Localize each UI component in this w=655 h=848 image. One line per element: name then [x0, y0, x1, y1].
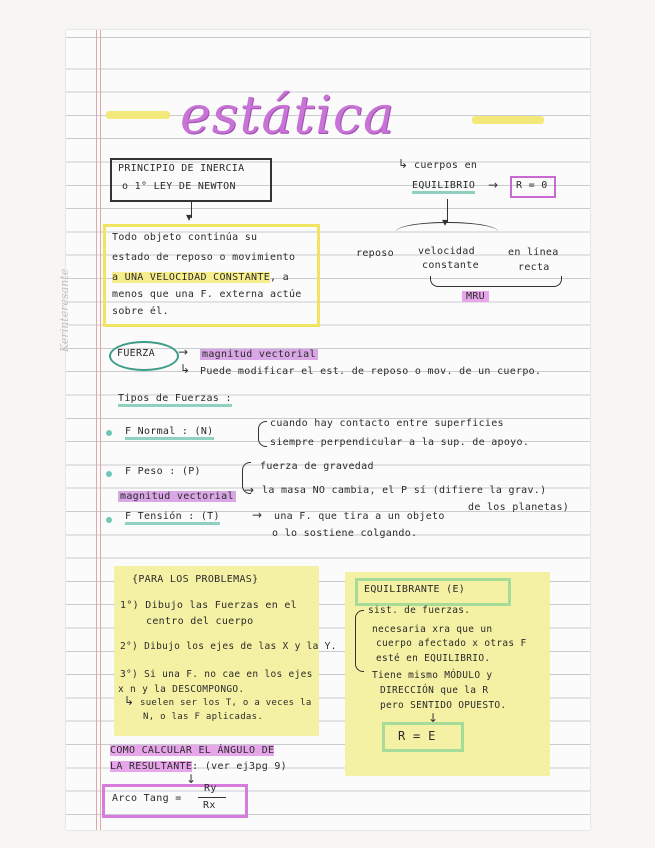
problemas-step: N, o las F aplicadas. — [143, 712, 264, 722]
peso-desc: la masa NO cambia, el P sí (difiere la grav.) — [262, 485, 547, 496]
arrow-down-icon: ▾ — [442, 215, 449, 229]
tipo-peso: F Peso : (P) — [125, 466, 201, 477]
title-underline-left — [106, 111, 170, 119]
fraction-denominator: Rx — [203, 800, 216, 811]
fuerza-label: FUERZA — [117, 348, 155, 359]
equilibrium-word: EQUILIBRIO — [412, 180, 475, 194]
arrow-down-icon: ↓ — [186, 772, 197, 786]
equilibrante-line: necesaria xra que un — [372, 624, 493, 635]
branch-arc — [396, 222, 498, 241]
tipo-tension: F Tensión : (T) — [125, 511, 220, 525]
bullet-dot — [106, 517, 112, 523]
margin-line — [96, 30, 97, 830]
angulo-ref: : (ver ej3pg 9) — [192, 761, 287, 772]
inertia-heading-line2: o 1° LEY DE NEWTON — [122, 181, 236, 192]
margin-line — [100, 30, 101, 830]
equilibrante-line: cuerpo afectado x otras F — [376, 638, 527, 649]
equilibrante-line: Tiene mismo MÓDULO y — [372, 670, 493, 681]
arrow-right-icon: → — [252, 508, 263, 522]
problemas-step: centro del cuerpo — [146, 616, 254, 627]
equilibrium-velocidad: velocidad — [418, 246, 475, 257]
arco-tang-label: Arco Tang = — [112, 793, 182, 804]
tipos-heading: Tipos de Fuerzas : — [118, 393, 232, 407]
problemas-step: 1°) Dibujo las Fuerzas en el — [120, 600, 297, 611]
peso-desc: de los planetas) — [468, 502, 570, 513]
inertia-text-line: Todo objeto continúa su — [112, 232, 258, 243]
tension-desc: una F. que tira a un objeto — [274, 511, 445, 522]
inertia-text-line: menos que una F. externa actúe — [112, 289, 302, 300]
title-underline-right — [472, 116, 544, 124]
problemas-step: 3°) Si una F. no cae en los ejes — [120, 669, 313, 680]
brace — [258, 421, 267, 447]
bullet-dot — [106, 430, 112, 436]
equilibrante-line: sist. de fuerzas. — [368, 605, 471, 616]
normal-desc: siempre perpendicular a la sup. de apoyo. — [270, 437, 530, 448]
resultant-zero: R = 0 — [516, 180, 548, 191]
arrow-right-icon: → — [178, 345, 189, 359]
peso-desc: fuerza de gravedad — [260, 461, 374, 472]
inertia-text-line: estado de reposo o movimiento — [112, 252, 296, 263]
problemas-step: 2°) Dibujo los ejes de las X y la Y. — [120, 641, 337, 652]
equilibrium-line1: cuerpos en — [414, 160, 478, 171]
inertia-text-line: sobre él. — [112, 306, 169, 317]
bullet-dot — [106, 471, 112, 477]
peso-tag: magnitud vectorial — [120, 491, 234, 502]
hook-arrow-icon: ↳ — [180, 362, 191, 376]
equilibrante-heading: EQUILIBRANTE (E) — [364, 584, 466, 595]
arrow-right-icon: → — [488, 178, 499, 192]
mru-label: MRU — [462, 291, 489, 302]
brace — [355, 610, 364, 672]
problemas-step: x n y la DESCOMPONGO. — [118, 684, 245, 695]
inertia-heading-line1: PRINCIPIO DE INERCIA — [118, 163, 245, 174]
equilibrium-recta: recta — [518, 262, 550, 273]
normal-desc: cuando hay contacto entre superficies — [270, 418, 504, 429]
equilibrante-line: esté en EQUILIBRIO. — [376, 653, 491, 664]
hook-arrow-icon: ↳ — [398, 157, 409, 171]
fuerza-definition: magnitud vectorial — [202, 349, 316, 360]
equilibrante-line: DIRECCIÓN que la R — [380, 685, 489, 696]
problemas-step: suelen ser los T, o a veces la — [140, 698, 312, 708]
arrow-down-icon: ▾ — [186, 210, 193, 224]
equilibrium-constante: constante — [422, 260, 479, 271]
hook-arrow-icon: ↳ — [124, 694, 135, 708]
page-title: estática — [180, 86, 396, 146]
tension-desc: o lo sostiene colgando. — [272, 528, 418, 539]
watermark-signature: Kerinteresante — [58, 268, 71, 352]
angulo-heading: LA RESULTANTE — [110, 761, 193, 772]
equilibrante-line: pero SENTIDO OPUESTO. — [380, 700, 507, 711]
problemas-heading: {PARA LOS PROBLEMAS} — [132, 574, 259, 585]
fuerza-definition: Puede modificar el est. de reposo o mov. de un cuerpo. — [200, 366, 542, 377]
formula-r-equals-e: R = E — [398, 729, 436, 743]
arrow-down-icon: ↓ — [428, 711, 439, 725]
equilibrium-linea: en línea — [508, 247, 559, 258]
brace — [430, 276, 562, 287]
equilibrium-reposo: reposo — [356, 248, 394, 259]
inertia-highlight: a UNA VELOCIDAD CONSTANTE — [112, 272, 271, 283]
inertia-text-line: , a — [270, 272, 289, 283]
arrow-right-icon: → — [244, 483, 255, 497]
angulo-heading: COMO CALCULAR EL ÁNGULO DE — [110, 745, 275, 756]
fraction-bar — [198, 797, 226, 798]
tipo-normal: F Normal : (N) — [125, 426, 214, 440]
fraction-numerator: Ry — [204, 783, 217, 794]
